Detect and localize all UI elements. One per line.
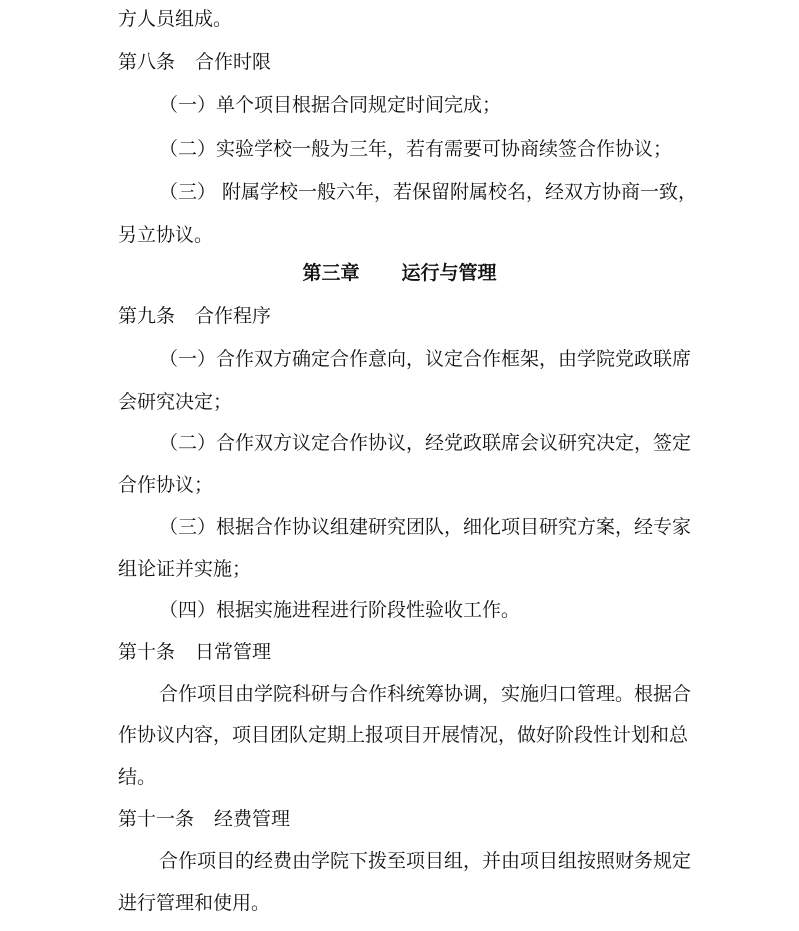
text-line: （三）根据合作协议组建研究团队，细化项目研究方案，经专家 [159,516,692,538]
chapter-heading [0,261,799,285]
text-line: 合作协议； [118,474,214,496]
article-number: 第八条 [118,51,176,73]
text-line: 组论证并实施； [118,558,252,580]
article-heading-11 [118,807,290,831]
text-line: （一）合作双方确定合作意向，议定合作框架，由学院党政联席 [159,348,692,370]
text-line: 结。 [118,766,157,788]
text-line: 方人员组成。 [118,8,233,30]
text-line: （四）根据实施进程进行阶段性验收工作。 [159,599,521,621]
article-heading-10 [118,640,271,664]
text-line: 进行管理和使用。 [118,892,271,914]
article-number: 第十条 [118,641,176,663]
article-number: 第十一条 [118,808,195,830]
text-line: （二）合作双方议定合作协议，经党政联席会议研究决定，签定 [159,432,692,454]
text-line: 另立协议。 [118,224,214,246]
article-title: 日常管理 [195,641,272,663]
text-line: （一）单个项目根据合同规定时间完成； [159,94,502,116]
text-line: 合作项目由学院科研与合作科统筹协调，实施归口管理。根据合 [159,683,692,705]
chapter-number: 第三章 [302,262,360,284]
article-title: 合作程序 [195,305,272,327]
article-title: 经费管理 [214,808,291,830]
article-title: 合作时限 [195,51,272,73]
article-number: 第九条 [118,305,176,327]
text-line: （三） 附属学校一般六年，若保留附属校名，经双方协商一致， [159,181,698,203]
article-heading-9 [118,304,271,328]
text-line: 合作项目的经费由学院下拨至项目组，并由项目组按照财务规定 [159,850,692,872]
text-line: 会研究决定； [118,391,233,413]
article-heading-8 [118,50,271,74]
text-line: 作协议内容，项目团队定期上报项目开展情况，做好阶段性计划和总 [118,724,689,746]
chapter-title: 运行与管理 [401,262,497,284]
text-line: （二）实验学校一般为三年，若有需要可协商续签合作协议； [159,138,673,160]
